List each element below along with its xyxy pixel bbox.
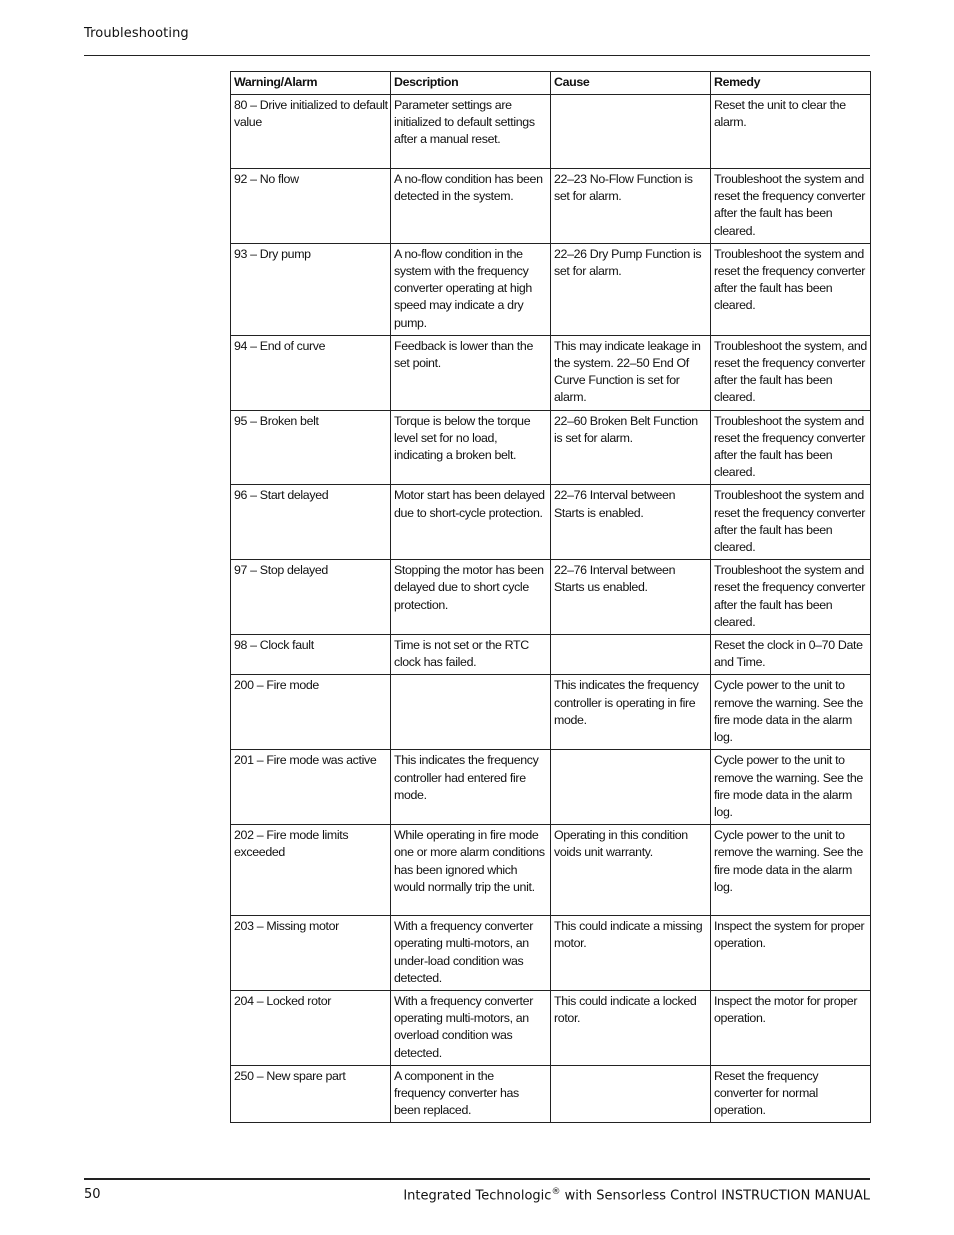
- alarm-cell: 92 – No flow: [231, 169, 391, 244]
- remedy-cell: Reset the unit to clear the alarm.: [711, 95, 871, 169]
- alarm-cell: 202 – Fire mode limits exceeded: [231, 825, 391, 916]
- cause-cell: [551, 750, 711, 825]
- table-row: [231, 335, 871, 410]
- table-row: [231, 635, 871, 675]
- remedy-cell: Troubleshoot the system and reset the frequency converter after the fault has been cleared.: [711, 169, 871, 244]
- cause-cell: 22–26 Dry Pump Function is set for alarm.: [551, 243, 711, 335]
- cause-cell: 22–76 Interval between Starts is enabled.: [551, 485, 711, 560]
- table-row: [231, 410, 871, 485]
- description-cell: A no-flow condition in the system with the frequency converter operating at high speed may indicate a dry pump.: [391, 243, 551, 335]
- page-number: 50: [84, 1187, 101, 1202]
- remedy-cell: Cycle power to the unit to remove the warning. See the fire mode data in the alarm log.: [711, 750, 871, 825]
- cause-cell: This indicates the frequency controller is operating in fire mode.: [551, 675, 711, 750]
- table-row: [231, 750, 871, 825]
- alarm-cell: 96 – Start delayed: [231, 485, 391, 560]
- description-cell: Feedback is lower than the set point.: [391, 335, 551, 410]
- table-row: [231, 675, 871, 750]
- cause-cell: 22–23 No-Flow Function is set for alarm.: [551, 169, 711, 244]
- alarm-cell: 94 – End of curve: [231, 335, 391, 410]
- manual-title-rest: with Sensorless Control INSTRUCTION MANUAL: [560, 1188, 870, 1204]
- alarm-cell: 93 – Dry pump: [231, 243, 391, 335]
- table-row: [231, 243, 871, 335]
- remedy-cell: Reset the frequency converter for normal operation.: [711, 1065, 871, 1123]
- table-row: [231, 95, 871, 169]
- alarm-cell: 200 – Fire mode: [231, 675, 391, 750]
- alarm-cell: 97 – Stop delayed: [231, 560, 391, 635]
- description-cell: Stopping the motor has been delayed due to short cycle protection.: [391, 560, 551, 635]
- table-row: [231, 485, 871, 560]
- table-row: [231, 825, 871, 916]
- description-cell: A no-flow condition has been detected in the system.: [391, 169, 551, 244]
- remedy-cell: Troubleshoot the system and reset the frequency converter after the fault has been cleared.: [711, 410, 871, 485]
- footer-rule: [84, 1178, 870, 1180]
- description-cell: A component in the frequency converter has been replaced.: [391, 1065, 551, 1123]
- column-header-description: Description: [391, 72, 551, 95]
- table-row: [231, 916, 871, 991]
- table-row: [231, 990, 871, 1065]
- remedy-cell: Reset the clock in 0–70 Date and Time.: [711, 635, 871, 675]
- description-cell: Motor start has been delayed due to short-cycle protection.: [391, 485, 551, 560]
- manual-title-brand: Integrated Technologic: [403, 1188, 552, 1204]
- column-header-cause: Cause: [551, 72, 711, 95]
- table-row: [231, 169, 871, 244]
- remedy-cell: Troubleshoot the system and reset the frequency converter after the fault has been cleared.: [711, 243, 871, 335]
- header-rule: [84, 55, 870, 56]
- alarm-cell: 80 – Drive initialized to default value: [231, 95, 391, 169]
- cause-cell: 22–60 Broken Belt Function is set for alarm.: [551, 410, 711, 485]
- cause-cell: 22–76 Interval between Starts us enabled.: [551, 560, 711, 635]
- remedy-cell: Inspect the system for proper operation.: [711, 916, 871, 991]
- description-cell: This indicates the frequency controller had entered fire mode.: [391, 750, 551, 825]
- column-header-warning-alarm: Warning/Alarm: [231, 72, 391, 95]
- registered-mark: ®: [551, 1187, 561, 1197]
- description-cell: Time is not set or the RTC clock has failed.: [391, 635, 551, 675]
- cause-cell: [551, 95, 711, 169]
- alarm-cell: 204 – Locked rotor: [231, 990, 391, 1065]
- alarm-cell: 250 – New spare part: [231, 1065, 391, 1123]
- table-row: [231, 560, 871, 635]
- table-header-row: [231, 72, 871, 95]
- description-cell: With a frequency converter operating multi-motors, an overload condition was detected.: [391, 990, 551, 1065]
- remedy-cell: Inspect the motor for proper operation.: [711, 990, 871, 1065]
- cause-cell: This could indicate a missing motor.: [551, 916, 711, 991]
- cause-cell: [551, 635, 711, 675]
- table-row: [231, 1065, 871, 1123]
- manual-title: [403, 1187, 870, 1203]
- alarm-cell: 203 – Missing motor: [231, 916, 391, 991]
- description-cell: [391, 675, 551, 750]
- column-header-remedy: Remedy: [711, 72, 871, 95]
- cause-cell: This may indicate leakage in the system. 22–50 End Of Curve Function is set for alarm.: [551, 335, 711, 410]
- description-cell: With a frequency converter operating multi-motors, an under-load condition was detected.: [391, 916, 551, 991]
- remedy-cell: Cycle power to the unit to remove the warning. See the fire mode data in the alarm log.: [711, 825, 871, 916]
- description-cell: While operating in fire mode one or more alarm conditions has been ignored which would normally trip the unit.: [391, 825, 551, 916]
- remedy-cell: Troubleshoot the system and reset the frequency converter after the fault has been cleared.: [711, 560, 871, 635]
- cause-cell: [551, 1065, 711, 1123]
- running-header: Troubleshooting: [84, 26, 189, 41]
- description-cell: Parameter settings are initialized to default settings after a manual reset.: [391, 95, 551, 169]
- alarm-cell: 201 – Fire mode was active: [231, 750, 391, 825]
- remedy-cell: Cycle power to the unit to remove the warning. See the fire mode data in the alarm log.: [711, 675, 871, 750]
- warning-alarm-table: [230, 71, 871, 1123]
- alarm-cell: 95 – Broken belt: [231, 410, 391, 485]
- cause-cell: This could indicate a locked rotor.: [551, 990, 711, 1065]
- alarm-cell: 98 – Clock fault: [231, 635, 391, 675]
- cause-cell: Operating in this condition voids unit warranty.: [551, 825, 711, 916]
- remedy-cell: Troubleshoot the system and reset the frequency converter after the fault has been cleared.: [711, 485, 871, 560]
- remedy-cell: Troubleshoot the system, and reset the frequency converter after the fault has been cleared.: [711, 335, 871, 410]
- description-cell: Torque is below the torque level set for no load, indicating a broken belt.: [391, 410, 551, 485]
